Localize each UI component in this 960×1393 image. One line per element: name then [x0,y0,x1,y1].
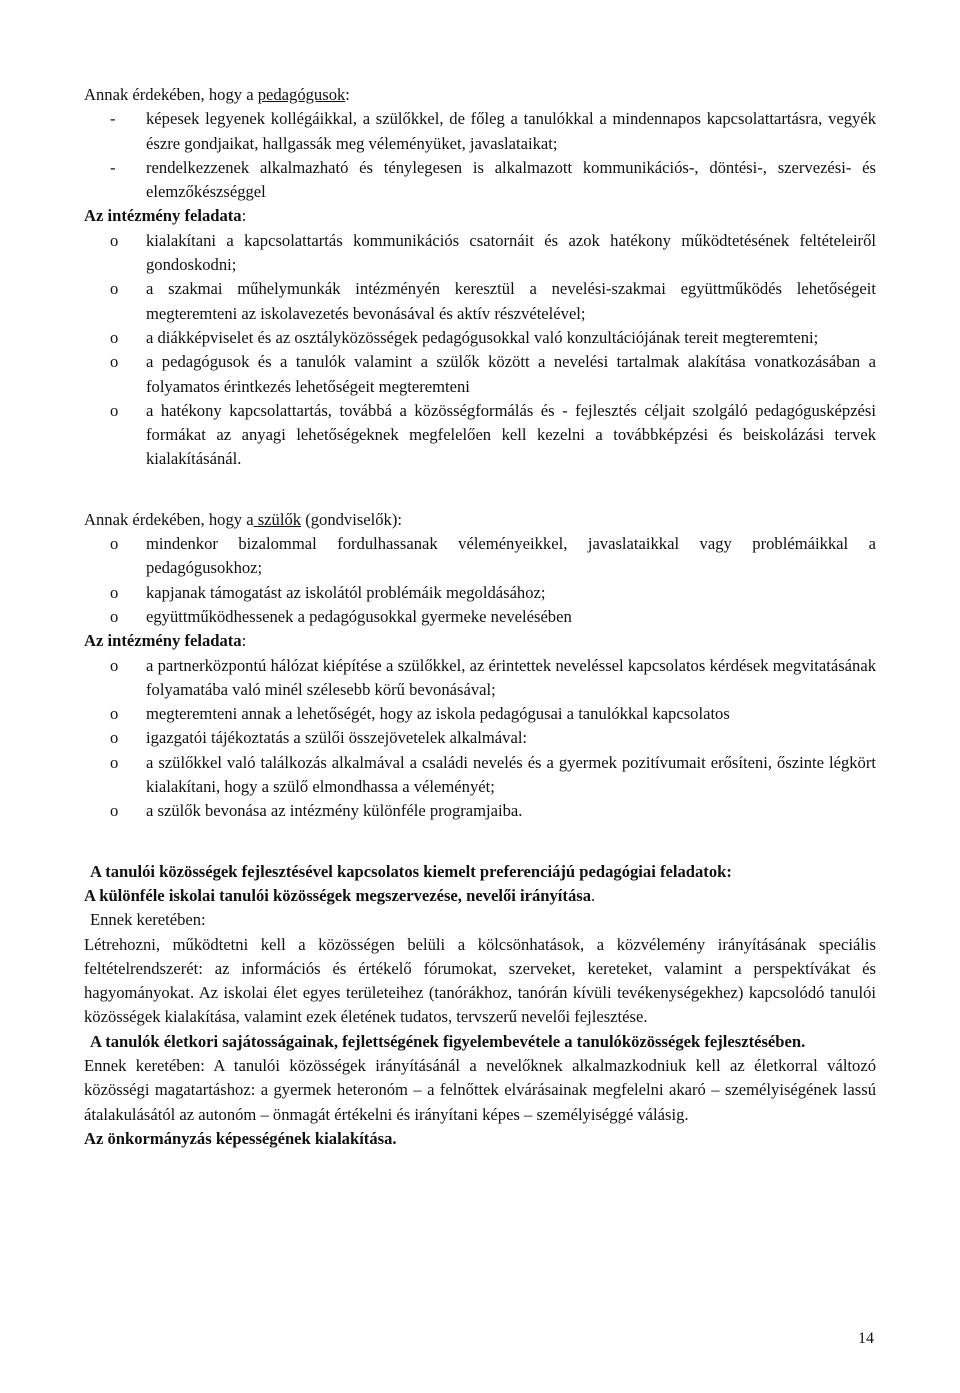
frame-label: Ennek keretében: [90,910,206,930]
section3-heading-age: A tanulók életkori sajátosságainak, fejlettségének figyelembevétele a tanulóközösségek fejlesztésében. [90,1031,806,1051]
section3-paragraph: Létrehozni, működtetni kell a közösségen belüli a kölcsönhatások, a közvélemény irányításának speciális feltételrendszerét: az információs és értékelő fórumokat, szerveket, kereteket, valamint a perspektívákat és hagyományokat. Az iskolai élet egyes területeihez (tanórákhoz, tanórán kívüli tevékenységekhez) kapcsolódó tanulói közösségek kialakítása, valamint ezek életének tudatos, tervszerű nevelői fejlesztése. [84,934,876,1027]
section3-heading: A tanulói közösségek fejlesztésével kapcsolatos kiemelt preferenciájú pedagógiai feladatok: [90,861,732,881]
section3-heading-selfgov: Az önkormányzás képességének kialakítása. [84,1128,397,1148]
section2-task-heading: Az intézmény feladata: [84,631,247,651]
section2-intro: Annak érdekében, hogy a szülők (gondviselők): [84,509,402,529]
list-item: o a szülőkkel való találkozás alkalmával a családi nevelés és a gyermek pozitívumait erősíteni, őszinte légkört kialakítani, hogy a szülő elmondhassa a véleményét; [110,752,876,797]
list-item: o a szülők bevonása az intézmény különféle programjaiba. [110,801,523,821]
list-item: o kapjanak támogatást az iskolától problémáik megoldásához; [110,582,546,602]
section1-task-heading: Az intézmény feladata: [84,206,247,226]
document-page [84,83,876,1151]
section3-paragraph-age: Ennek keretében: A tanulói közösségek irányításánál a nevelőknek alkalmazkodniuk kell az életkorral változó közösségi magatartáshoz: a gyermek heteronóm – a felnőttek elvárásainak megfelelni akaró – személyiségének lassú átalakulásától az autonóm – önmagát értékelni és irányítani képes – személyiséggé válásig. [84,1055,876,1124]
list-item: o a partnerközpontú hálózat kiépítése a szülőkkel, az érintettek neveléssel kapcsolatos kérdések megvitatásának folyamatába való minél szélesebb körű bevonásával; [110,655,876,699]
list-item: o megteremteni annak a lehetőségét, hogy az iskola pedagógusai a tanulókkal kapcsolatos [110,704,730,724]
section1-dash-list [84,107,876,204]
page-number: 14 [858,1330,874,1347]
list-item: o a szakmai műhelymunkák intézményén keresztül a nevelési-szakmai együttműködés lehetőségeit megteremteni az iskolavezetés bevonásával és aktív részvételével; [110,279,876,323]
subject-teachers: pedagógusok [257,85,346,104]
section1-task-list [84,229,876,472]
section3-subheading: A különféle iskolai tanulói közösségek megszervezése, nevelői irányítása. [84,885,596,905]
list-item: o igazgatói tájékoztatás a szülői összejövetelek alkalmával: [110,728,528,748]
section1-intro: Annak érdekében, hogy a pedagógusok: [84,85,350,104]
section2-list [84,532,876,629]
list-item: o kialakítani a kapcsolattartás kommunikációs csatornáit és azok hatékony működtetésének feltételeiről gondoskodni; [110,230,876,275]
list-item: - képesek legyenek kollégáikkal, a szülőkkel, de főleg a tanulókkal a mindennapos kapcsolattartásra, vegyék észre gondjaikat, hallgassák meg véleményüket, javaslataikat; [110,109,876,153]
section2-task-list [84,654,876,824]
spacer [84,472,876,508]
subject-parents: szülők [253,509,302,529]
list-item: o a diákképviselet és az osztályközösségek pedagógusokkal való konzultációjának tereit megteremteni; [110,327,819,347]
spacer [84,824,876,860]
list-item: o együttműködhessenek a pedagógusokkal gyermeke nevelésében [110,606,572,626]
list-item: o a pedagógusok és a tanulók valamint a szülők között a nevelési tartalmak alakítása vonatkozásában a folyamatos érintkezés lehetőségeit megteremteni [110,352,876,396]
list-item: o mindenkor bizalommal fordulhassanak véleményeikkel, javaslataikkal vagy problémáikkal a pedagógusokhoz; [110,534,876,578]
list-item: o a hatékony kapcsolattartás, továbbá a közösségformálás és - fejlesztés céljait szolgáló pedagógusképzési formákat az anyagi lehetőségeknek megfelelően kell kezelni a továbbképzési és beiskolázási tervek kialakításánál. [110,400,876,469]
list-item: - rendelkezzenek alkalmazható és ténylegesen is alkalmazott kommunikációs-, döntési-, szervezési- és elemzőkészséggel [110,157,876,202]
